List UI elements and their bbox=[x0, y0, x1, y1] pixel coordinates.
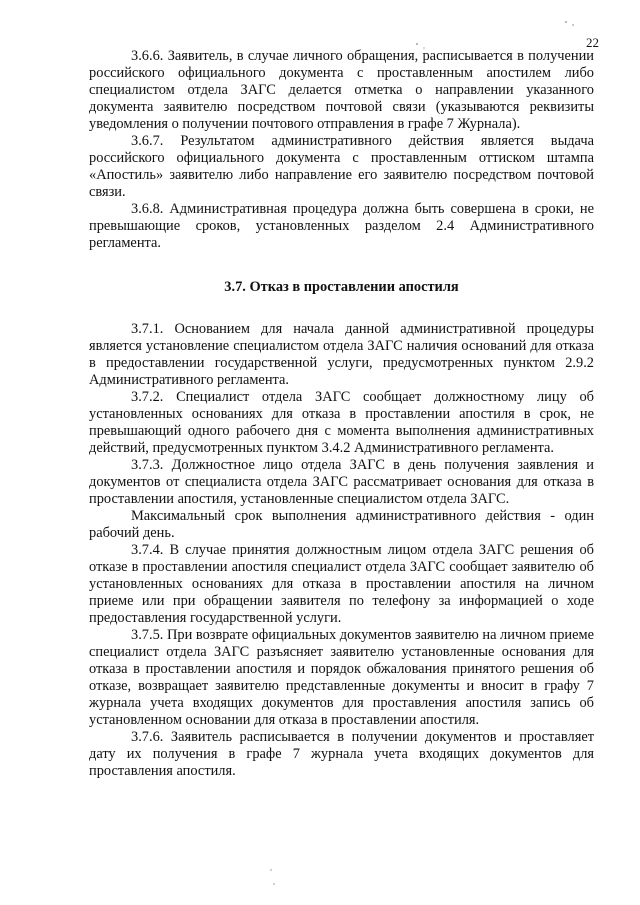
paragraph-3-7-2: 3.7.2. Специалист отдела ЗАГС сообщает должностному лицу об установленных основаниях для отказа в проставлении апостиля в срок, не превышающий одного рабочего дня с момента выполнения административных действий, предусмотренных пунктом 3.4.2 Административного регламента. bbox=[89, 389, 594, 456]
paragraph-3-7-6: 3.7.6. Заявитель расписывается в получении документов и проставляет дату их получения в графе 7 журнала учета входящих документов для проставления апостиля. bbox=[89, 729, 594, 779]
paragraph-3-7-5: 3.7.5. При возврате официальных документов заявителю на личном приеме специалист отдела ЗАГС разъясняет заявителю установленные основания для отказа в проставлении апостиля и порядок обжалования принятого решения об отказе, возвращает заявителю представленные документы и вносит в графу 7 журнала учета входящих документов для проставления апостиля запись об установленном основании для отказа в проставлении апостиля. bbox=[89, 627, 594, 728]
section-heading: 3.7. Отказ в проставлении апостиля bbox=[224, 279, 459, 295]
paragraph-3-6-8: 3.6.8. Административная процедура должна быть совершена в сроки, не превышающие сроков, установленных разделом 2.4 Административного регламента. bbox=[89, 201, 594, 251]
paragraph-3-7-4: 3.7.4. В случае принятия должностным лицом отдела ЗАГС решения об отказе в проставлении апостиля специалист отдела ЗАГС сообщает заявителю об установленных основаниях для отказа в проставлении апостиля на личном приеме или при обращении заявителя по телефону за информацией о ходе предоставления государственной услуги. bbox=[89, 542, 594, 626]
paragraph-3-6-7: 3.6.7. Результатом административного действия является выдача российского официального документа с проставленным оттиском штампа «Апостиль» заявителю либо направление его заявителю посредством почтовой связи. bbox=[89, 133, 594, 200]
paragraph-max-term: Максимальный срок выполнения административного действия - один рабочий день. bbox=[89, 508, 594, 541]
paragraph-3-7-1: 3.7.1. Основанием для начала данной административной процедуры является установление специалистом отдела ЗАГС наличия оснований для отказа в предоставлении государственной услуги, предусмотренных пунктом 2.9.2 Административного регламента. bbox=[89, 321, 594, 388]
paragraph-3-7-3: 3.7.3. Должностное лицо отдела ЗАГС в день получения заявления и документов от специалиста отдела ЗАГС рассматривает основания для отказа в проставлении апостиля, установленные специалистом отдела ЗАГС. bbox=[89, 457, 594, 507]
paragraph-3-6-6: 3.6.6. Заявитель, в случае личного обращения, расписывается в получении российского официального документа с проставленным апостилем либо специалистом отдела ЗАГС делается отметка о направлении указанного документа заявителю посредством почтовой связи (указываются реквизиты уведомления о получении почтового отправления в графе 7 Журнала). bbox=[89, 48, 594, 132]
page-number: 22 bbox=[586, 35, 599, 50]
document-body bbox=[89, 48, 594, 780]
